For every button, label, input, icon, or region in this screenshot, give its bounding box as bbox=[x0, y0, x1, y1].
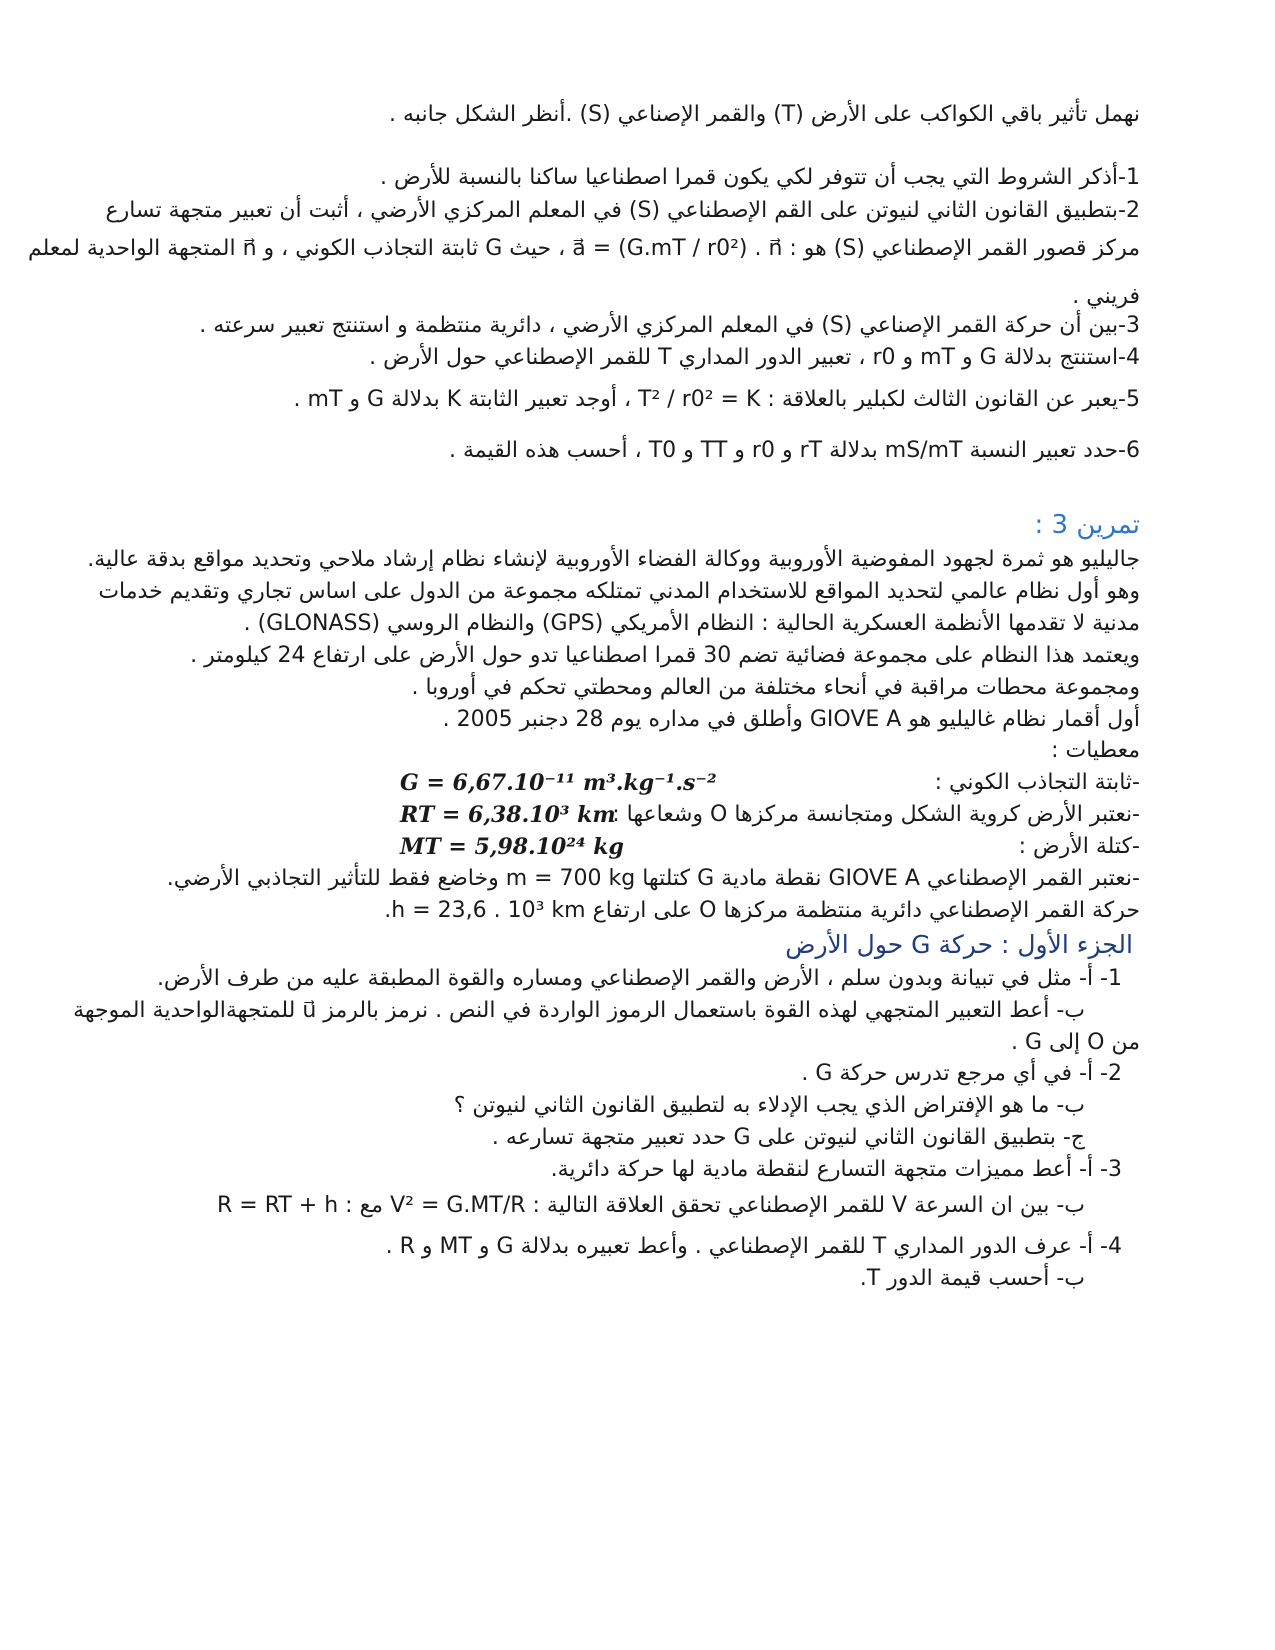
assumption-line: -نعتبر القمر الإصطناعي GIOVE A نقطة مادية G كتلتها m = 700 kg وخاضع فقط للتأثير التجاذبي الأرضي. bbox=[166, 866, 1140, 891]
given-label: -نعتبر الأرض كروية الشكل ومتجانسة مركزها O وشعاعها : bbox=[612, 802, 1140, 827]
item-line: 2- أ- في أي مرجع تدرس حركة G . bbox=[801, 1061, 1122, 1086]
assumption-line: حركة القمر الإصطناعي دائرية منتظمة مركزها O على ارتفاع h = 23,6 . 10³ km. bbox=[384, 898, 1140, 923]
item-line: 1- أ- مثل في تبيانة وبدون سلم ، الأرض والقمر الإصطناعي ومساره والقوة المطبقة عليه من طرف الأرض. bbox=[156, 966, 1122, 991]
given-label: -كتلة الأرض : bbox=[1018, 834, 1140, 859]
item-line: 4- أ- عرف الدور المداري T للقمر الإصطناعي . وأعط تعبيره بدلالة G و MT و R . bbox=[385, 1234, 1122, 1259]
question-1: 1-أذكر الشروط التي يجب أن تتوفر لكي يكون قمرا اصطناعيا ساكنا بالنسبة للأرض . bbox=[379, 165, 1140, 190]
question-4: 4-استنتج بدلالة G و mT و r0 ، تعبير الدور المداري T للقمر الإصطناعي حول الأرض . bbox=[369, 345, 1140, 370]
item-line: 3- أ- أعط مميزات متجهة التسارع لنقطة مادية لها حركة دائرية. bbox=[550, 1157, 1122, 1182]
item-line: ج- بتطبيق القانون الثاني لنيوتن على G حدد تعبير متجهة تسارعه . bbox=[491, 1125, 1085, 1150]
question-3: 3-بين أن حركة القمر الإصناعي (S) في المعلم المركزي الأرضي ، دائرية منتظمة و استنتج تعبير سرعته . bbox=[199, 313, 1140, 338]
given-formula: G = 6,67.10⁻¹¹ m³.kg⁻¹.s⁻² bbox=[400, 770, 717, 796]
paragraph-line: ومجموعة محطات مراقبة في أنحاء مختلفة من العالم ومحطتي تحكم في أوروبا . bbox=[411, 675, 1140, 700]
question-6: 6-حدد تعبير النسبة mS/mT بدلالة rT و r0 و TT و T0 ، أحسب هذه القيمة . bbox=[448, 438, 1140, 463]
exercise-3-title: تمرين 3 : bbox=[1034, 510, 1140, 540]
question-2-continued: مركز قصور القمر الإصطناعي (S) هو : a⃗ = (G.mT / r0²) . n⃗ ، حيث G ثابتة التجاذب الكوني ، و n⃗ المتجهة الواحدية لمعلم bbox=[27, 236, 1140, 261]
paragraph-line: وهو أول نظام عالمي لتحديد المواقع للاستخدام المدني تمتلكه مجموعة من الدول على اساس تجاري وتقديم خدمات bbox=[98, 579, 1140, 604]
data-title: معطيات : bbox=[1051, 738, 1140, 763]
question-5: 5-يعبر عن القانون الثالث لكبلير بالعلاقة : T² / r0² = K ، أوجد تعبير الثابتة K بدلالة G و mT . bbox=[293, 387, 1140, 412]
item-line: ب- بين ان السرعة V للقمر الإصطناعي تحقق العلاقة التالية : V² = G.MT/R مع : R = RT + h bbox=[216, 1193, 1085, 1218]
paragraph-line: ويعتمد هذا النظام على مجموعة فضائية تضم 30 قمرا اصطناعيا تدو حول الأرض على ارتفاع 24 كيلومتر . bbox=[190, 643, 1140, 668]
paragraph-line: مدنية لا تقدمها الأنظمة العسكرية الحالية : النظام الأمريكي (GPS) والنظام الروسي (GLONASS) . bbox=[243, 611, 1140, 636]
question-2-end: فريني . bbox=[1072, 284, 1140, 309]
item-line: ب- أعط التعبير المتجهي لهذه القوة باستعمال الرموز الواردة في النص . نرمز بالرمز u⃗ للمتجهةالواحدية الموجهة bbox=[73, 998, 1085, 1023]
question-2: 2-بتطبيق القانون الثاني لنيوتن على القم الإصطناعي (S) في المعلم المركزي الأرضي ، أثبت أن تعبير متجهة تسارع bbox=[105, 198, 1140, 223]
given-label: -ثابتة التجاذب الكوني : bbox=[934, 770, 1140, 795]
paragraph-line: جاليليو هو ثمرة لجهود المفوضية الأوروبية ووكالة الفضاء الأوروبية لإنشاء نظام إرشاد ملاحي وتحديد مواقع بدقة عالية. bbox=[87, 547, 1140, 572]
item-line: ب- أحسب قيمة الدور T. bbox=[859, 1266, 1085, 1291]
item-line: ب- ما هو الإفتراض الذي يجب الإدلاء به لتطبيق القانون الثاني لنيوتن ؟ bbox=[453, 1093, 1085, 1118]
paragraph-line: أول أقمار نظام غاليليو هو GIOVE A وأطلق في مداره يوم 28 دجنبر 2005 . bbox=[442, 707, 1140, 732]
intro-line: نهمل تأثير باقي الكواكب على الأرض (T) والقمر الإصناعي (S) .أنظر الشكل جانبه . bbox=[389, 102, 1140, 127]
given-formula: RT = 6,38.10³ km bbox=[400, 802, 616, 828]
given-formula: MT = 5,98.10²⁴ kg bbox=[400, 834, 624, 860]
part-title: الجزء الأول : حركة G حول الأرض bbox=[785, 930, 1133, 959]
item-line: من O إلى G . bbox=[1010, 1030, 1140, 1055]
